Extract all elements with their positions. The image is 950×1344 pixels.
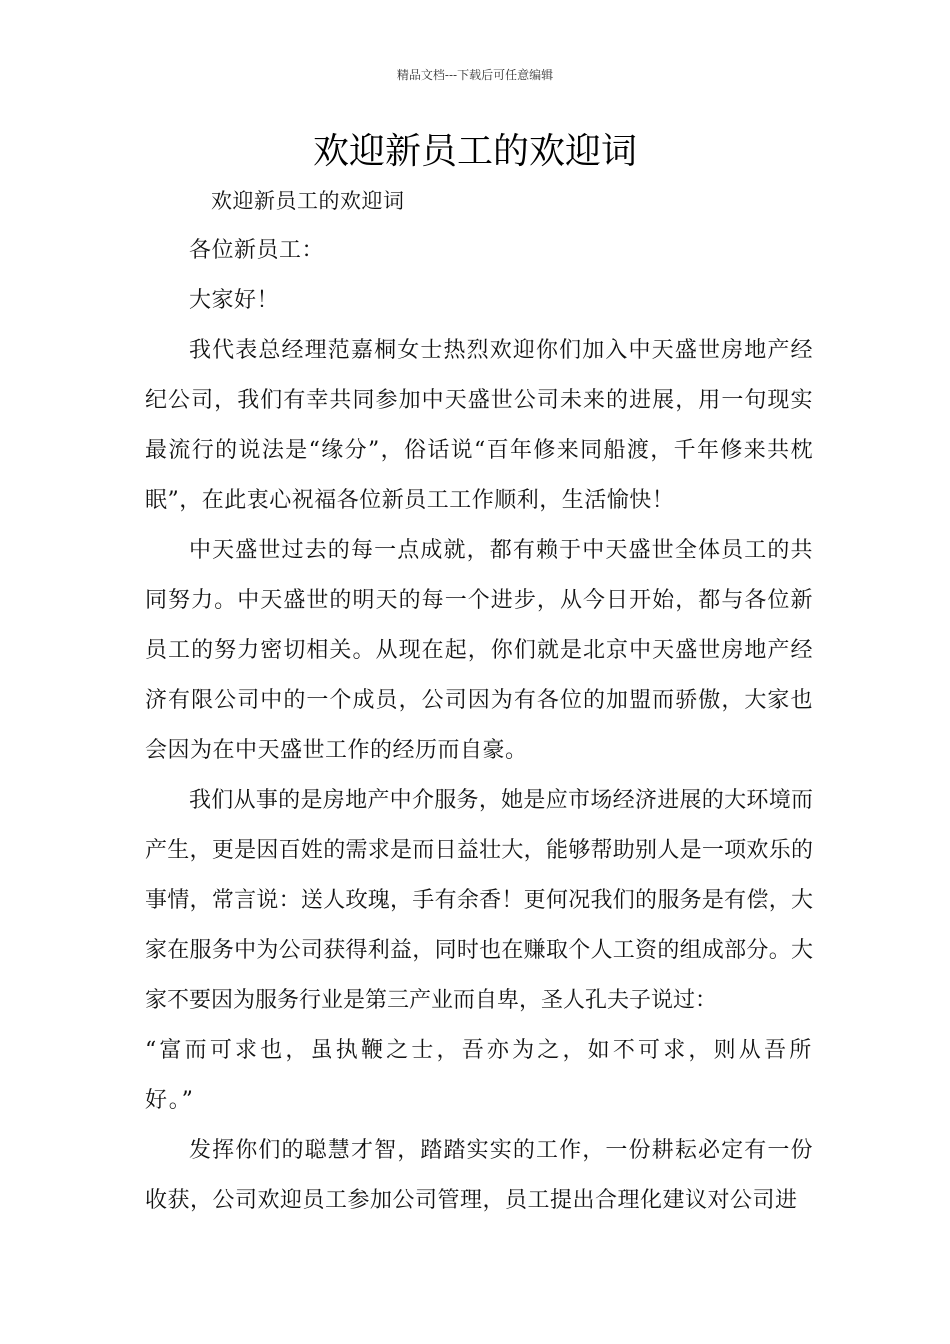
document-body [145, 176, 813, 1226]
paragraph-subtitle: 欢迎新员工的欢迎词 [211, 189, 405, 213]
paragraph-salutation: 各位新员工： [189, 238, 325, 263]
paragraph-welcome: 我代表总经理范嘉桐女士热烈欢迎你们加入中天盛世房地产经纪公司，我们有幸共同参加中天盛世公司未来的进展，用一句现实最流行的说法是“缘分”，俗话说“百年修来同船渡，千年修来共枕眠”，在此衷心祝福各位新员工工作顺利，生活愉快！ [145, 338, 813, 513]
paragraph-encouragement: 发挥你们的聪慧才智，踏踏实实的工作，一份耕耘必定有一份收获，公司欢迎员工参加公司管理，员工提出合理化建议对公司进 [145, 1138, 813, 1213]
paragraph-greeting: 大家好！ [189, 288, 280, 313]
paragraph-service: 我们从事的是房地产中介服务，她是应市场经济进展的大环境而产生，更是因百姓的需求是而日益壮大，能够帮助别人是一项欢乐的事情，常言说：送人玫瑰，手有余香！更何况我们的服务是有偿，大家在服务中为公司获得利益，同时也在赚取个人工资的组成部分。大家不要因为服务行业是第三产业而自卑，圣人孔夫子说过： [145, 788, 813, 1013]
document-title: 欢迎新员工的欢迎词 [312, 131, 637, 172]
paragraph-achievements: 中天盛世过去的每一点成就，都有赖于中天盛世全体员工的共同努力。中天盛世的明天的每一个进步，从今日开始，都与各位新员工的努力密切相关。从现在起，你们就是北京中天盛世房地产经济有限公司中的一个成员，公司因为有各位的加盟而骄傲，大家也会因为在中天盛世工作的经历而自豪。 [145, 538, 813, 763]
paragraph-quote: “富而可求也，虽执鞭之士，吾亦为之，如不可求，则从吾所好。” [145, 1038, 813, 1113]
header-note: 精品文档---下载后可任意编辑 [396, 68, 554, 82]
